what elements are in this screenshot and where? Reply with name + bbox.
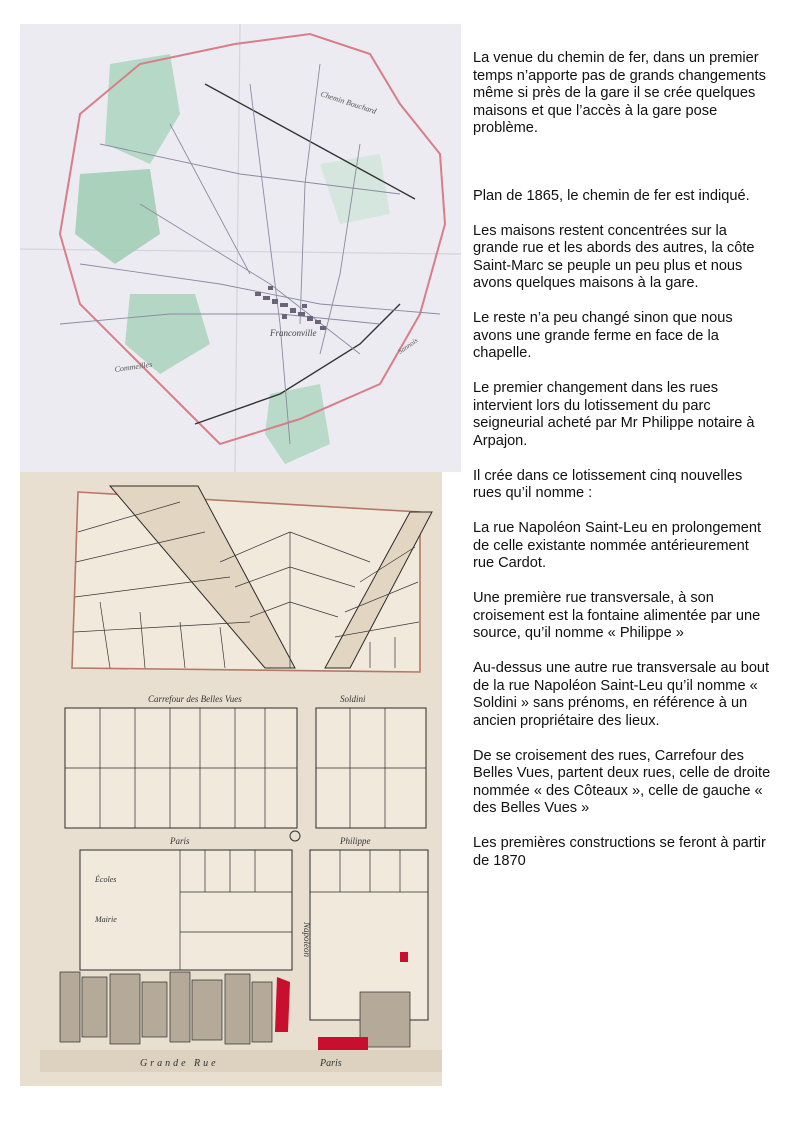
- paragraph: Les maisons restent concentrées sur la grande rue et les abords des autres, la côte Saint-Marc se peuple un peu plus et nous avons quelques maisons à la gare.: [473, 222, 755, 291]
- map-1865-image: [20, 24, 461, 472]
- map2-paris-label: Paris: [170, 836, 190, 846]
- paragraph: Le reste n’a peu changé sinon que nous avons une grande ferme en face de la chapelle.: [473, 310, 733, 361]
- map2-grande-rue-label: Grande Rue: [140, 1058, 219, 1069]
- paragraph: La rue Napoléon Saint-Leu en prolongement de celle existante nommée antérieurement rue Cardot.: [473, 520, 762, 571]
- map2-paris-bottom-label: Paris: [320, 1058, 342, 1069]
- paragraph: Plan de 1865, le chemin de fer est indiqué.: [473, 187, 750, 204]
- map2-napoleon-label: Napoléon: [302, 922, 312, 957]
- map2-philippe-label: Philippe: [340, 836, 371, 846]
- paragraph: Il crée dans ce lotissement cinq nouvelles rues qu’il nomme :: [473, 467, 743, 501]
- paragraph: Une première rue transversale, à son croisement est la fontaine alimentée par une source, qu’il nomme « Philippe »: [473, 590, 761, 641]
- map2-school-label: Écoles: [95, 875, 117, 884]
- paragraph: Au-dessus une autre rue transversale au bout de la rue Napoléon Saint-Leu qu’il nomme « Soldini » sans prénoms, en référence à un ancien propriétaire des lieux.: [473, 660, 770, 729]
- map2-mairie-label: Mairie: [95, 915, 117, 924]
- map1-town-label: Franconville: [270, 328, 317, 338]
- paragraph: Les premières constructions se feront à partir de 1870: [473, 835, 766, 869]
- map2-belles-vues-label: Carrefour des Belles Vues: [148, 694, 242, 704]
- paragraph: De se croisement des rues, Carrefour des Belles Vues, partent deux rues, celle de droite nommée « des Côteaux », celle de gauche « des Belles Vues »: [473, 747, 771, 816]
- paragraph: Le premier changement dans les rues intervient lors du lotissement du parc seigneurial acheté par Mr Philippe notaire à Arpajon.: [473, 380, 755, 449]
- map1-road-top-label: Chemin Bouchard: [319, 89, 378, 116]
- description-text: [473, 50, 773, 888]
- map1-road-right-label: Sannois: [396, 336, 420, 356]
- map1-road-left-label: Commeilles: [114, 359, 153, 374]
- map2-soldini-label: Soldini: [340, 694, 366, 704]
- lotissement-plan-image: [20, 472, 442, 1086]
- paragraph: La venue du chemin de fer, dans un premier temps n’apporte pas de grands changements même si près de la gare il se crée quelques maisons et que l’accès à la gare pose problème.: [473, 50, 766, 136]
